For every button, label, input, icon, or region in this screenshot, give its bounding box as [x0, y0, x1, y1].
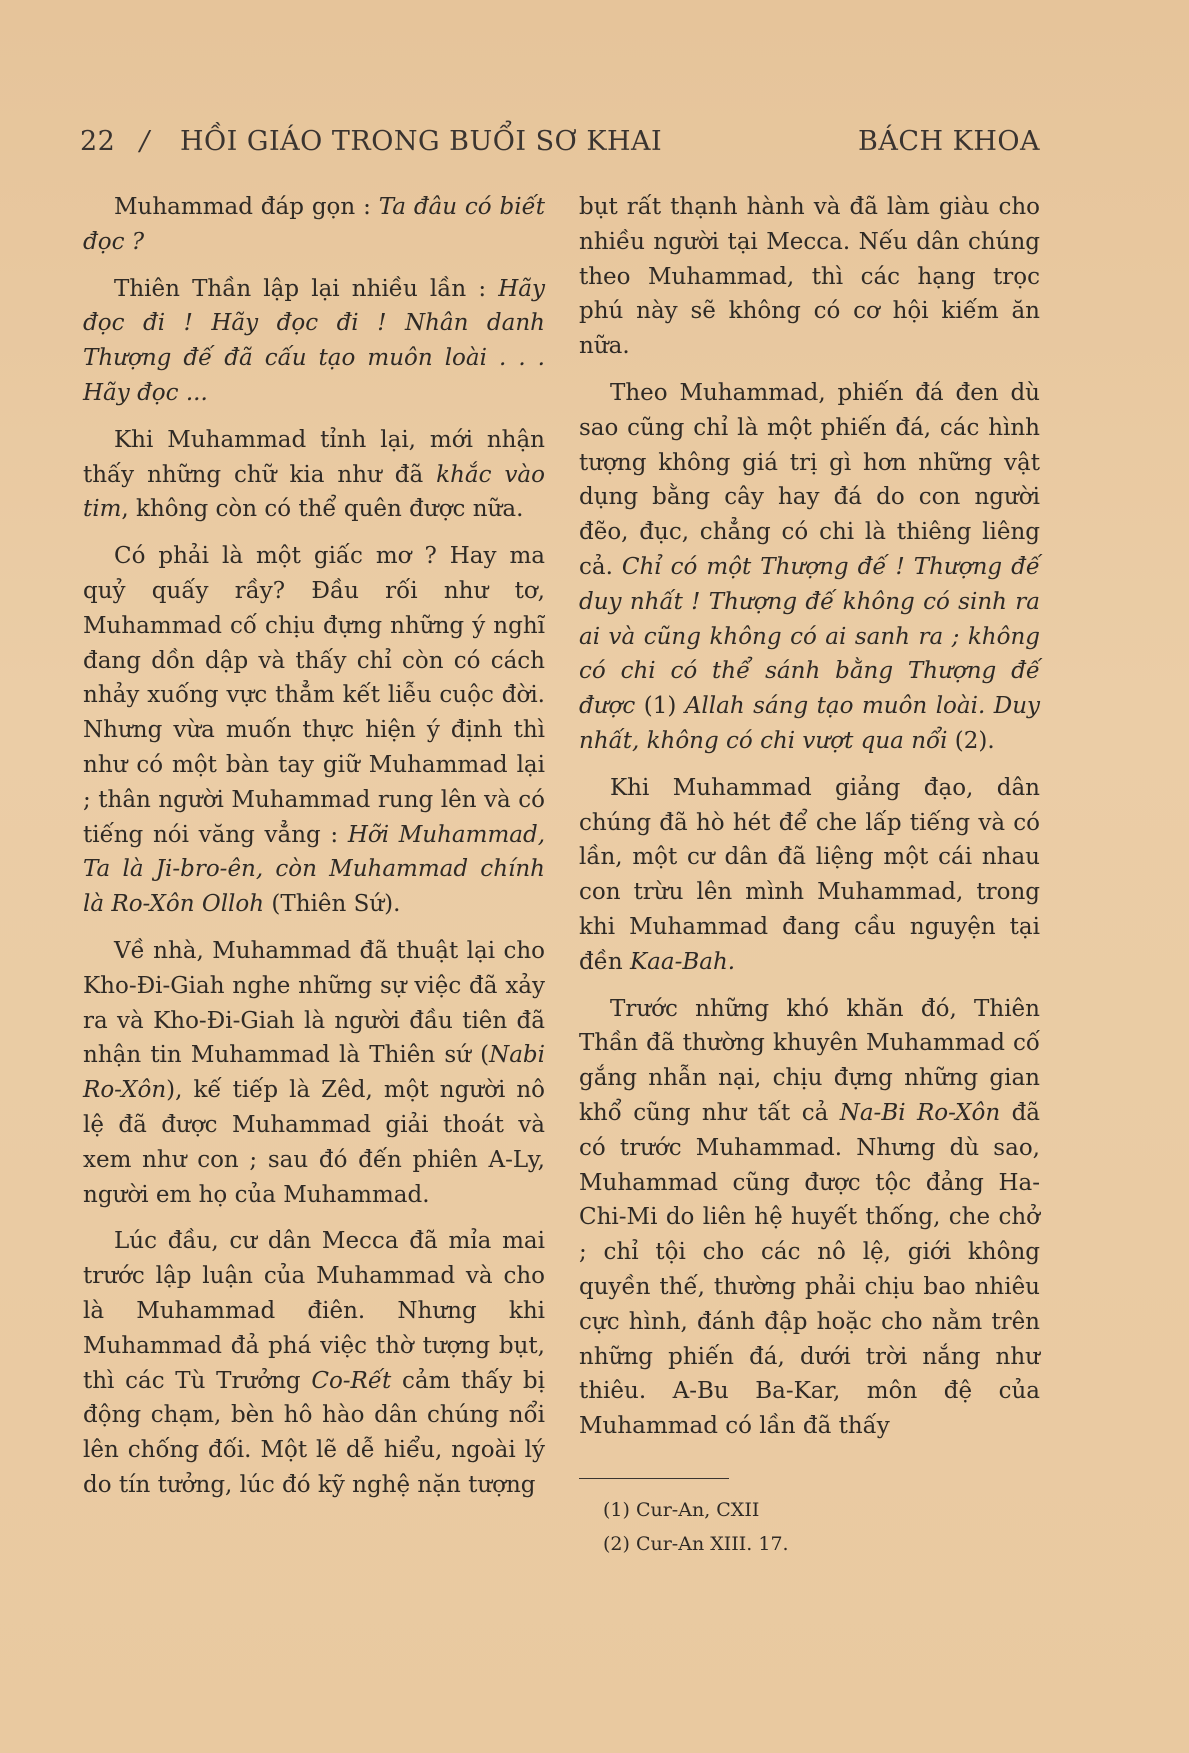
paragraph: Về nhà, Muhammad đã thuật lại cho Kho-Đi-Giah nghe những sự việc đã xảy ra và Kho-Đi-Giah là người đầu tiên đã nhận tin Muhammad là Thiên sứ (Nabi Ro-Xôn), kế tiếp là Zêd, một người nô lệ đã được Muhammad giải thoát và xem như con ; sau đó đến phiên A-Ly, người em họ của Muhammad.: [83, 937, 545, 1208]
magazine-name: BÁCH KHOA: [858, 126, 1040, 157]
footnote-divider: [579, 1478, 729, 1479]
left-column: [83, 190, 545, 1515]
paragraph: Lúc đầu, cư dân Mecca đã mỉa mai trước lập luận của Muhammad và cho là Muhammad điên. Nhưng khi Muhammad đả phá việc thờ tượng bụt, thì các Tù Trưởng Co-Rết cảm thấy bị động chạm, bèn hô hào dân chúng nổi lên chống đối. Một lẽ dễ hiểu, ngoài lý do tín tưởng, lúc đó kỹ nghệ nặn tượng: [83, 1228, 545, 1498]
page-number: 22: [80, 126, 116, 157]
paragraph: Theo Muhammad, phiến đá đen dù sao cũng chỉ là một phiến đá, các hình tượng không giá trị gì hơn những vật dụng bằng cây hay đá do con người đẽo, đục, chẳng có chi là thiêng liêng cả. Chỉ có một Thượng đế ! Thượng đế duy nhất ! Thượng đế không có sinh ra ai và cũng không có ai sanh ra ; không có chi có thể sánh bằng Thượng đế được (1) Allah sáng tạo muôn loài. Duy nhất, không có chi vượt qua nổi (2).: [579, 379, 1041, 754]
paragraph: bụt rất thạnh hành và đã làm giàu cho nhiều người tại Mecca. Nếu dân chúng theo Muhammad, thì các hạng trọc phú này sẽ không có cơ hội kiếm ăn nữa.: [579, 194, 1040, 360]
paragraph: Có phải là một giấc mơ ? Hay ma quỷ quấy rầy? Đầu rối như tơ, Muhammad cố chịu đựng những ý nghĩ đang dồn dập và thấy chỉ còn có cách nhảy xuống vực thẳm kết liễu cuộc đời. Nhưng vừa muốn thực hiện ý định thì như có một bàn tay giữ Muhammad lại ; thân người Muhammad rung lên và có tiếng nói văng vẳng : Hỡi Muhammad, Ta là Ji-bro-ên, còn Muhammad chính là Ro-Xôn Olloh (Thiên Sứ).: [83, 543, 546, 918]
chapter-title: HỒI GIÁO TRONG BUỔI SƠ KHAI: [180, 126, 663, 157]
header-separator: /: [140, 126, 150, 157]
paragraph: Khi Muhammad tỉnh lại, mới nhận thấy những chữ kia như đã khắc vào tim, không còn có thể quên được nữa.: [83, 426, 545, 523]
paragraph: Khi Muhammad giảng đạo, dân chúng đã hò hét để che lấp tiếng và có lần, một cư dân đã liệng một cái nhau con trừu lên mình Muhammad, trong khi Muhammad đang cầu nguyện tại đền Kaa-Bah.: [579, 774, 1040, 975]
footnote: (1) Cur-An, CXII: [603, 1498, 760, 1521]
paragraph: Trước những khó khăn đó, Thiên Thần đã thường khuyên Muhammad cố gắng nhẫn nại, chịu đựng những gian khổ cũng như tất cả Na-Bi Ro-Xôn đã có trước Muhammad. Nhưng dù sao, Muhammad cũng được tộc đảng Ha-Chi-Mi do liên hệ huyết thống, che chở ; chỉ tội cho các nô lệ, giới không quyền thế, thường phải chịu bao nhiêu cực hình, đánh đập hoặc cho nằm trên những phiến đá, dưới trời nắng như thiêu. A-Bu Ba-Kar, môn đệ của Muhammad có lần đã thấy: [579, 995, 1041, 1440]
paragraph: Muhammad đáp gọn : Ta đâu có biết đọc ?: [83, 194, 545, 255]
footnote: (2) Cur-An XIII. 17.: [603, 1532, 789, 1555]
right-column: [579, 190, 1040, 1561]
paragraph: Thiên Thần lập lại nhiều lần : Hãy đọc đi ! Hãy đọc đi ! Nhân danh Thượng đế đã cấu tạo muôn loài . . . Hãy đọc ...: [83, 275, 545, 406]
